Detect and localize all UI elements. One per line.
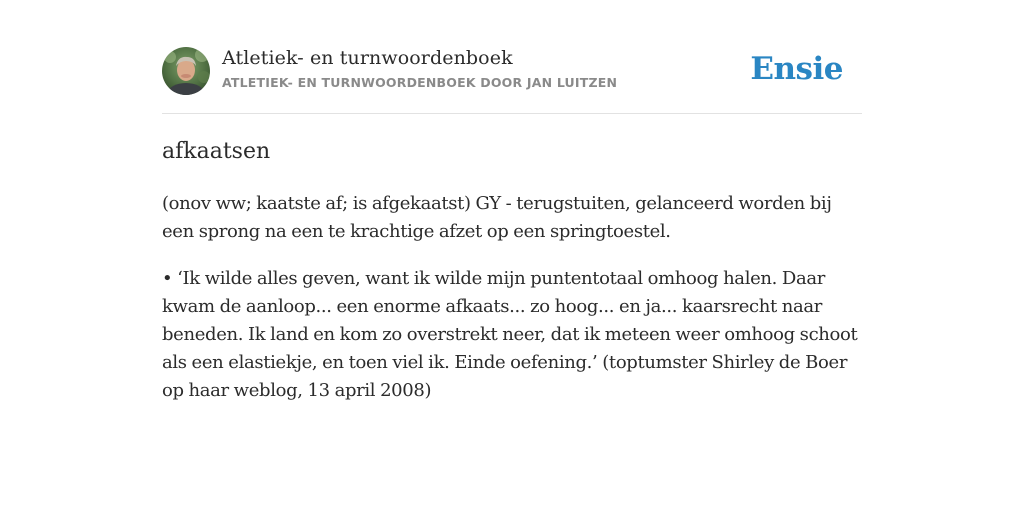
entry-card [162,0,862,512]
author-avatar[interactable] [162,47,210,95]
dictionary-title[interactable]: Atletiek- en turnwoordenboek [222,47,513,69]
author-photo-icon [162,47,210,95]
dictionary-subtitle[interactable]: ATLETIEK- EN TURNWOORDENBOEK DOOR JAN LUITZEN [222,75,618,90]
dictionary-header [162,46,862,96]
entry-definition: (onov ww; kaatste af; is afgekaatst) GY - terugstuiten, gelanceerd worden bij een sprong na een te krachtige afzet op een springtoestel. [162,193,832,242]
header-divider [162,113,862,114]
entry-term: afkaatsen [162,139,271,164]
ensie-logo[interactable]: Ensie [750,51,843,87]
entry-example-quote: • ‘Ik wilde alles geven, want ik wilde mijn puntentotaal omhoog halen. Daar kwam de aanloop... een enorme afkaats... zo hoog... en ja... kaarsrecht naar beneden. Ik land en kom zo overstrekt neer, dat ik meteen weer omhoog schoot als een elastiekje, en toen viel ik. Einde oefening.’ (toptumster Shirley de Boer op haar weblog, 13 april 2008) [162,268,858,401]
